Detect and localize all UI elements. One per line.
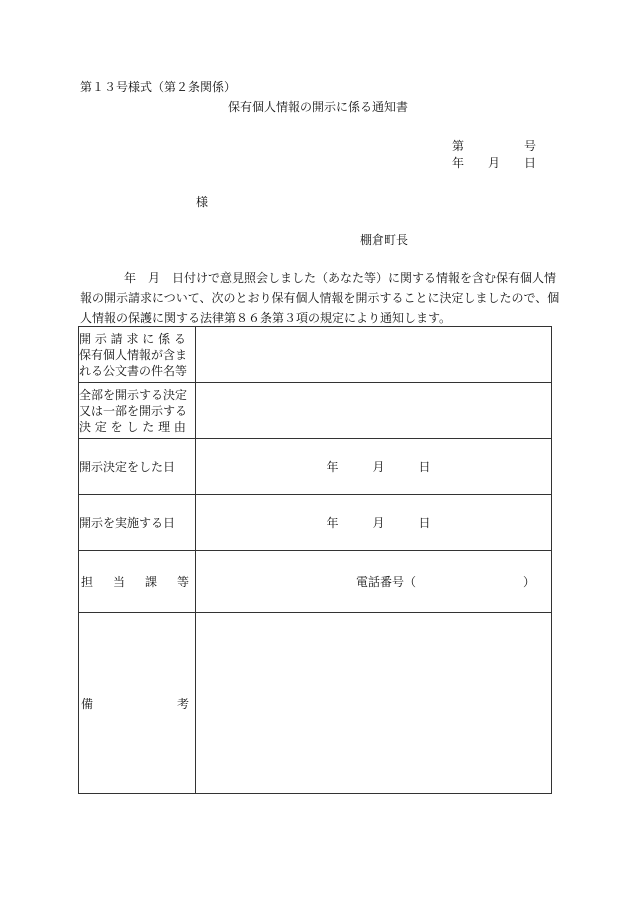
month-label: 月 bbox=[372, 460, 385, 474]
table-row bbox=[79, 439, 552, 495]
decision-date-label: 開示決定をした日 bbox=[79, 439, 196, 495]
disclosure-table bbox=[78, 326, 552, 794]
decision-reason-label bbox=[79, 383, 196, 439]
document-title-label bbox=[79, 327, 196, 383]
decision-reason-cell[interactable] bbox=[196, 383, 552, 439]
label-line: 全部を開示する決定 bbox=[79, 387, 188, 402]
year-label: 年 bbox=[326, 516, 339, 530]
label-char: 当 bbox=[112, 575, 125, 589]
form-number: 第１３号様式（第２条関係） bbox=[80, 80, 237, 94]
department-label bbox=[79, 551, 196, 613]
table-row bbox=[79, 551, 552, 613]
decision-date-cell[interactable] bbox=[196, 439, 552, 495]
implementation-date-cell[interactable] bbox=[196, 495, 552, 551]
label-line: 又は一部を開示する bbox=[79, 403, 188, 418]
date-year: 年 bbox=[452, 156, 465, 170]
label-line: れる公文書の件名等 bbox=[79, 363, 188, 378]
day-label: 日 bbox=[418, 516, 431, 530]
table-row bbox=[79, 327, 552, 383]
addressee-suffix: 様 bbox=[196, 195, 209, 209]
doc-number-prefix: 第 bbox=[452, 139, 465, 153]
phone-number-close: ） bbox=[522, 575, 535, 589]
table-row bbox=[79, 613, 552, 794]
remarks-label bbox=[79, 613, 196, 794]
label-char: 等 bbox=[176, 575, 189, 589]
notice-body-line: 年 月 日付けで意見照会しました（あなた等）に関する情報を含む保有個人情 bbox=[124, 271, 557, 285]
label-line: 保有個人情報が含ま bbox=[79, 347, 188, 362]
label-line: 開 示 請 求 に 係 る bbox=[79, 331, 186, 346]
notice-body-line: 人情報の保護に関する法律第８６条第３項の規定により通知します。 bbox=[80, 311, 452, 325]
notice-body-line: 報の開示請求について、次のとおり保有個人情報を開示することに決定しましたので、個 bbox=[80, 291, 560, 305]
table-row bbox=[79, 495, 552, 551]
year-label: 年 bbox=[326, 460, 339, 474]
department-cell[interactable] bbox=[196, 551, 552, 613]
implementation-date-label: 開示を実施する日 bbox=[79, 495, 196, 551]
month-label: 月 bbox=[372, 516, 385, 530]
issuer-name: 棚倉町長 bbox=[360, 233, 409, 247]
document-title-cell[interactable] bbox=[196, 327, 552, 383]
date-month: 月 bbox=[488, 156, 501, 170]
day-label: 日 bbox=[418, 460, 431, 474]
phone-number-label: 電話番号（ bbox=[356, 575, 417, 589]
doc-number-suffix: 号 bbox=[524, 139, 537, 153]
label-line: 決 定 を し た 理 由 bbox=[79, 419, 186, 434]
notice-body bbox=[80, 268, 560, 328]
label-char: 担 bbox=[81, 575, 94, 589]
date-day: 日 bbox=[524, 156, 537, 170]
label-char: 備 bbox=[81, 696, 94, 711]
label-char: 課 bbox=[144, 575, 157, 589]
table-row bbox=[79, 383, 552, 439]
document-title: 保有個人情報の開示に係る通知書 bbox=[228, 100, 409, 114]
label-char: 考 bbox=[176, 696, 189, 711]
remarks-cell[interactable] bbox=[196, 613, 552, 794]
